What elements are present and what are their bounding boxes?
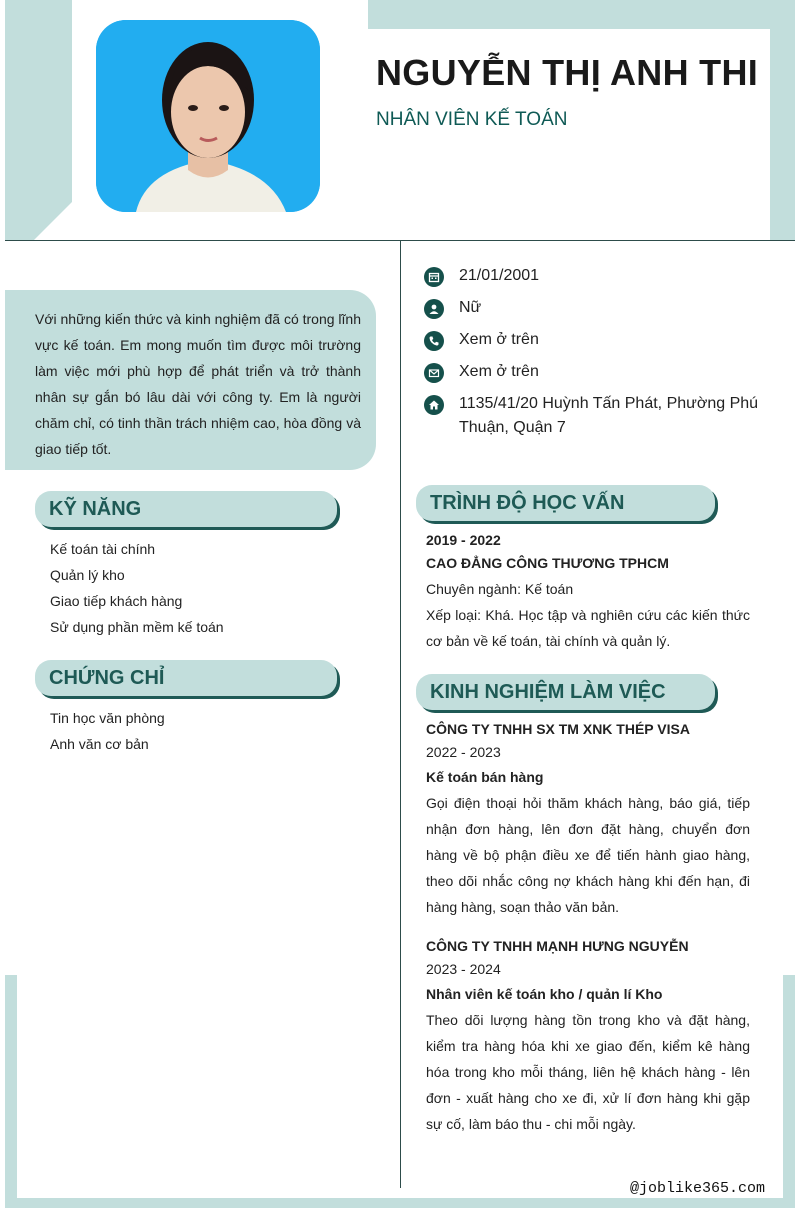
calendar-icon <box>424 267 444 287</box>
address-value: 1135/41/20 Huỳnh Tấn Phát, Phường Phú Thuận, Quận 7 <box>459 395 759 436</box>
footer-right-border <box>783 975 795 1208</box>
skills-list <box>50 536 224 640</box>
job-company: CÔNG TY TNHH MẠNH HƯNG NGUYỄN <box>426 938 689 954</box>
email-value: Xem ở trên <box>459 363 539 380</box>
gender-value: Nữ <box>459 299 482 316</box>
footer-bottom-border <box>5 1198 795 1208</box>
address-row <box>424 392 764 440</box>
certificates-list <box>50 705 165 757</box>
job-description: Theo dõi lượng hàng tồn trong kho và đặt hàng, kiểm tra hàng hóa khi xe giao đến, kiểm kê hàng hóa trong kho mỗi tháng, liên hệ khách hàng - lên đơn - xuất hàng cho xe đi, xử lí đơn hàng khi gặp sự cố, làm báo thu - chi mỗi ngày. <box>426 1012 750 1132</box>
job-period: 2022 - 2023 <box>426 744 501 760</box>
job-description: Gọi điện thoại hỏi thăm khách hàng, báo giá, tiếp nhận đơn hàng, lên đơn đặt hàng, chuyển đơn hàng về bộ phận điều xe để tiến hành giao hàng, theo dõi nhắc công nợ khách hàng khi đến hạn, đi hàng hàng, soạn thảo văn bản. <box>426 795 750 915</box>
certificate-item: Anh văn cơ bản <box>50 736 149 752</box>
education-school: CAO ĐẲNG CÔNG THƯƠNG TPHCM <box>426 555 669 571</box>
experience-job <box>426 935 750 1137</box>
skill-item: Kế toán tài chính <box>50 541 156 557</box>
education-block <box>426 529 750 654</box>
certificate-item: Tin học văn phòng <box>50 710 165 726</box>
phone-value: Xem ở trên <box>459 331 539 348</box>
phone-icon <box>424 331 444 351</box>
skills-heading: KỸ NĂNG <box>35 491 337 527</box>
job-title: NHÂN VIÊN KẾ TOÁN <box>376 109 568 130</box>
email-row <box>424 360 764 392</box>
job-position: Nhân viên kế toán kho / quản lí Kho <box>426 986 663 1002</box>
candidate-name: NGUYỄN THỊ ANH THI <box>376 52 759 93</box>
mail-icon <box>424 363 444 383</box>
job-company: CÔNG TY TNHH SX TM XNK THÉP VISA <box>426 721 690 737</box>
footer-left-border <box>5 975 17 1208</box>
education-heading: TRÌNH ĐỘ HỌC VẤN <box>416 485 715 521</box>
column-divider <box>400 241 401 1188</box>
career-objective: Với những kiến thức và kinh nghiệm đã có trong lĩnh vực kế toán. Em mong muốn tìm được môi trường làm việc mới phù hợp để phát triển và trở thành nhân sự gắn bó lâu dài với công ty. Em là người chăm chỉ, có tinh thần trách nhiệm cao, hòa đồng và giao tiếp tốt. <box>5 290 376 470</box>
skill-item: Sử dụng phần mềm kế toán <box>50 619 224 635</box>
birthday-value: 21/01/2001 <box>459 267 540 284</box>
job-position: Kế toán bán hàng <box>426 769 544 785</box>
phone-row <box>424 328 764 360</box>
portrait-image <box>96 20 320 212</box>
job-period: 2023 - 2024 <box>426 961 501 977</box>
education-major: Chuyên ngành: Kế toán <box>426 581 574 597</box>
profile-photo <box>96 20 320 212</box>
certificates-heading: CHỨNG CHỈ <box>35 660 337 696</box>
experience-heading: KINH NGHIỆM LÀM VIỆC <box>416 674 715 710</box>
user-icon <box>424 299 444 319</box>
education-period: 2019 - 2022 <box>426 532 501 548</box>
contact-info <box>424 264 764 440</box>
photo-frame-corner <box>34 196 78 240</box>
skill-item: Giao tiếp khách hàng <box>50 593 183 609</box>
home-icon <box>424 395 444 415</box>
experience-job <box>426 718 750 920</box>
education-note: Xếp loại: Khá. Học tập và nghiên cứu các kiến thức cơ bản về kế toán, tài chính và quản lý. <box>426 607 750 649</box>
watermark: @joblike365.com <box>630 1180 766 1197</box>
gender-row <box>424 296 764 328</box>
birthday-row <box>424 264 764 296</box>
skill-item: Quản lý kho <box>50 567 125 583</box>
